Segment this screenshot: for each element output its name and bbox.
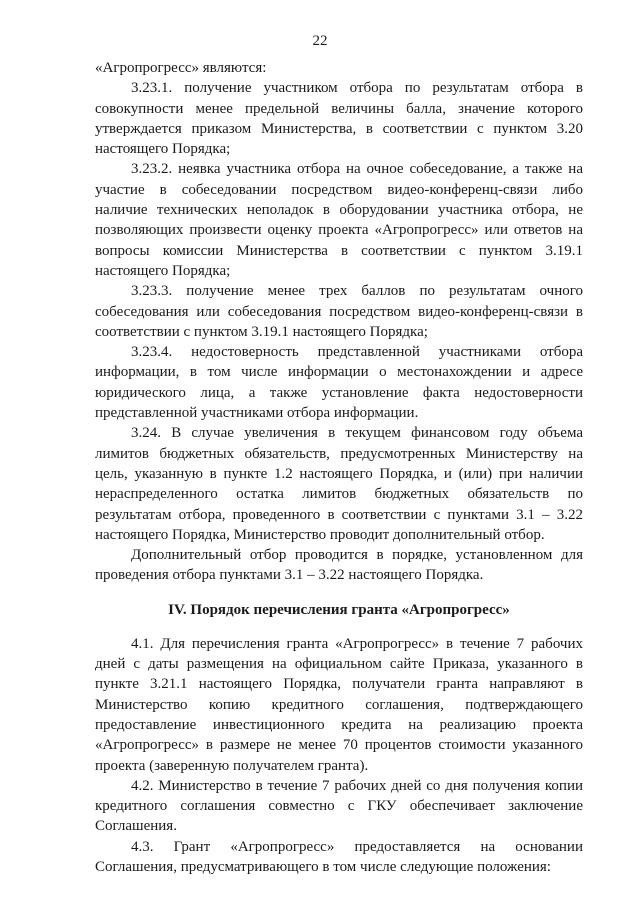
paragraph-additional-selection: Дополнительный отбор проводится в порядке, установленном для проведения отбора пунктами 3.1 – 3.22 настоящего Порядка. [95,547,583,584]
section-heading: IV. Порядок перечисления гранта «Агропрогресс» [168,601,510,618]
paragraph-3-23-1: 3.23.1. получение участником отбора по результатам отбора в совокупности менее предельной величины балла, значение которого утверждается приказом Министерства, в соответствии с пунктом 3.20 настоящего Порядка; [95,80,583,158]
paragraph-4-2: 4.2. Министерство в течение 7 рабочих дней со дня получения копии кредитного соглашения совместно с ГКУ обеспечивает заключение Соглашения. [95,777,583,835]
paragraph-3-23-4: 3.23.4. недостоверность представленной участниками отбора информации, в том числе информации о местонахождении и адресе юридического лица, а также установление факта недостоверности представленной участниками отбора информации. [95,344,583,422]
page-number: 22 [312,33,328,49]
paragraph-4-3: 4.3. Грант «Агропрогресс» предоставляется на основании Соглашения, предусматривающего в том числе следующие положения: [95,838,583,875]
document-body [95,58,583,877]
paragraph-intro: «Агропрогресс» являются: [95,60,267,76]
paragraph-3-23-3: 3.23.3. получение менее трех баллов по результатам очного собеседования или собеседования посредством видео-конференц-связи в соответствии с пунктом 3.19.1 настоящего Порядка; [95,283,583,340]
paragraph-3-23-2: 3.23.2. неявка участника отбора на очное собеседование, а также на участие в собеседовании посредством видео-конференц-связи либо наличие технических неполадок в оборудовании участника отбора, не позволяющих произвести оценку проекта «Агропрогресс» или ответов на вопросы комиссии Министерства в соответствии с пунктом 3.19.1 настоящего Порядка; [95,161,583,279]
paragraph-4-1: 4.1. Для перечисления гранта «Агропрогресс» в течение 7 рабочих дней с даты размещения на официальном сайте Приказа, указанного в пункте 3.21.1 настоящего Порядка, получатели гранта направляют в Министерство копию кредитного соглашения, подтверждающего предоставление инвестиционного кредита на реализацию проекта «Агропрогресс» в размере не менее 70 процентов стоимости указанного проекта (заверенную получателем гранта). [95,635,583,774]
paragraph-3-24: 3.24. В случае увеличения в текущем финансовом году объема лимитов бюджетных обязательств, предусмотренных Министерству на цель, указанную в пункте 1.2 настоящего Порядка, и (или) при наличии нераспределенного остатка лимитов бюджетных обязательств по результатам отбора, проведенного в соответствии с пунктами 3.1 – 3.22 настоящего Порядка, Министерство проводит дополнительный отбор. [95,425,583,543]
